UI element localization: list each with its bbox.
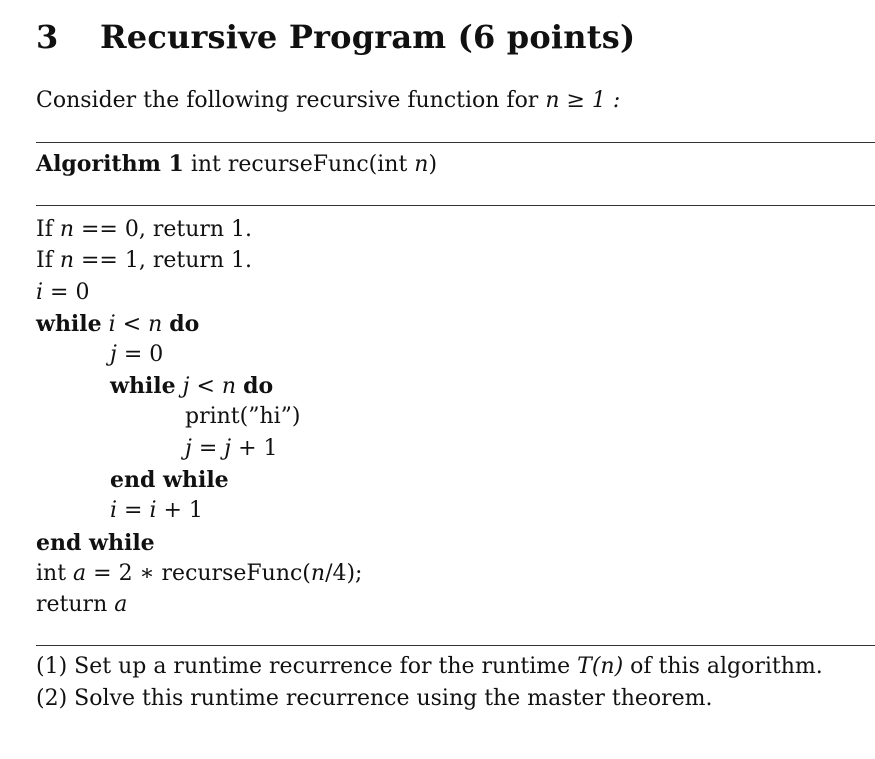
code-var: n: [148, 312, 163, 337]
code-var: n: [59, 248, 74, 273]
question-text: of this algorithm.: [623, 654, 823, 679]
code-text: If: [36, 248, 60, 273]
question-2: [36, 686, 713, 711]
code-text: = 0: [43, 280, 90, 305]
algorithm-bottom-rule: [36, 645, 875, 646]
code-text: int: [36, 561, 74, 586]
code-var: j: [185, 436, 192, 461]
code-var: a: [73, 561, 87, 586]
code-text: =: [191, 436, 225, 461]
code-keyword: end while: [36, 530, 155, 556]
code-text: + 1: [231, 436, 278, 461]
code-line-12: [36, 561, 362, 587]
algorithm-signature-var: n: [414, 152, 429, 177]
code-line-11: [36, 530, 155, 557]
code-line-5: [110, 342, 163, 368]
code-var: i: [108, 312, 116, 337]
code-keyword: end while: [110, 467, 229, 493]
code-keyword: while: [110, 373, 176, 399]
code-var: n: [221, 374, 237, 399]
question-text: (2) Solve this runtime recurrence using the master theorem.: [36, 686, 713, 711]
code-text: print(”hi”): [185, 404, 301, 429]
code-keyword: do: [243, 373, 274, 399]
code-text: = 0: [116, 342, 164, 367]
code-text: + 1: [156, 498, 203, 523]
code-var: i: [110, 498, 118, 523]
code-var: a: [114, 592, 128, 617]
intro-math: n ≥ 1 :: [545, 88, 621, 113]
code-line-9: [110, 467, 229, 494]
code-var: n: [59, 217, 74, 242]
code-var: i: [149, 498, 157, 523]
algorithm-label: Algorithm 1: [36, 151, 184, 177]
algorithm-signature-suffix: ): [428, 152, 438, 177]
code-line-4: [36, 311, 199, 338]
question-math: T(n): [577, 654, 624, 679]
code-keyword: while: [36, 311, 102, 337]
question-text: (1) Set up a runtime recurrence for the runtime: [36, 654, 578, 679]
code-line-8: [185, 436, 278, 462]
code-text: == 1, return 1.: [74, 248, 253, 273]
code-line-10: [110, 498, 203, 524]
code-text: =: [117, 498, 150, 523]
section-title: Recursive Program (6 points): [100, 18, 636, 56]
code-line-13: [36, 592, 127, 618]
intro-paragraph: [36, 88, 620, 113]
code-text: return: [36, 592, 115, 617]
code-var: i: [36, 280, 44, 305]
code-text: == 0, return 1.: [74, 217, 253, 242]
section-number: 3: [36, 18, 59, 56]
code-line-7: [185, 404, 301, 430]
code-text: /4);: [325, 561, 363, 586]
code-text: = 2 ∗ recurseFunc(: [86, 561, 311, 586]
algorithm-caption: [36, 151, 437, 177]
code-line-1: [36, 217, 252, 243]
code-var: j: [224, 436, 232, 461]
algorithm-top-rule: [36, 142, 875, 143]
code-var: j: [182, 374, 190, 399]
question-1: [36, 654, 823, 679]
code-var: j: [110, 342, 117, 367]
code-line-2: [36, 248, 252, 274]
section-heading: [36, 18, 635, 56]
code-keyword: do: [169, 311, 200, 337]
code-text: <: [115, 312, 149, 337]
algorithm-signature-prefix: int recurseFunc(int: [190, 152, 415, 177]
algorithm-mid-rule: [36, 205, 875, 206]
code-text: If: [36, 217, 60, 242]
code-text: <: [189, 374, 222, 399]
code-var: n: [310, 561, 326, 586]
code-line-3: [36, 280, 89, 306]
intro-text: Consider the following recursive function for: [36, 88, 546, 113]
code-line-6: [110, 373, 273, 400]
